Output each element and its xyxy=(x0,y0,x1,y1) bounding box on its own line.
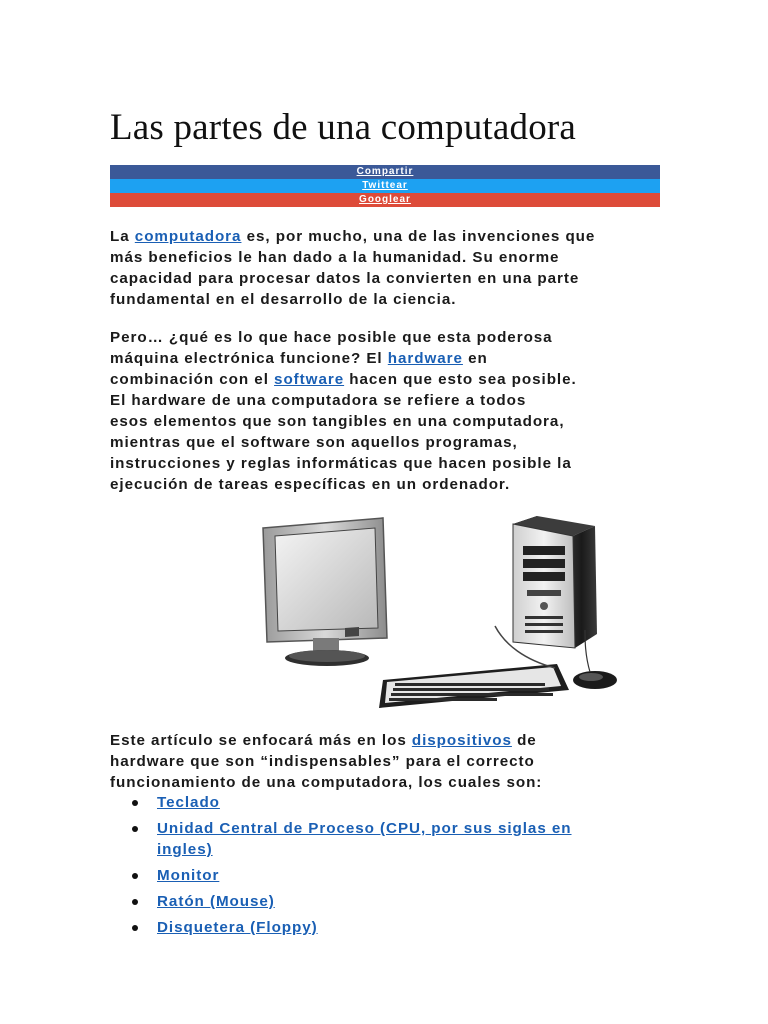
text-run: hacen que esto sea posible. xyxy=(344,371,577,388)
text-line xyxy=(110,730,670,751)
desktop-computer-image xyxy=(255,510,635,715)
page-title: Las partes de una computadora xyxy=(110,107,577,148)
facebook-share-button[interactable]: Compartir xyxy=(110,165,660,179)
text-line: más beneficios le han dado a la humanidad. Su enorme xyxy=(110,249,560,266)
disquetera-link[interactable]: Disquetera (Floppy) xyxy=(157,919,318,936)
text-run: en xyxy=(462,350,488,367)
bullet-icon xyxy=(132,925,138,931)
text-run: máquina electrónica funcione? El xyxy=(110,350,388,367)
bullet-icon xyxy=(132,826,138,832)
intro-paragraph xyxy=(110,226,670,310)
hardware-paragraph xyxy=(110,327,670,495)
text-line: ejecución de tareas específicas en un ordenador. xyxy=(110,476,511,493)
text-line: El hardware de una computadora se refiere a todos xyxy=(110,392,527,409)
text-line: fundamental en el desarrollo de la ciencia. xyxy=(110,291,457,308)
list-item xyxy=(110,792,670,813)
text-run: es, por mucho, una de las invenciones que xyxy=(241,228,596,245)
text-line xyxy=(110,369,670,390)
dispositivos-link[interactable]: dispositivos xyxy=(411,732,512,749)
desktop-computer-icon xyxy=(255,510,635,715)
text-line: funcionamiento de una computadora, los cuales son: xyxy=(110,774,543,791)
link-text: ingles) xyxy=(157,841,213,858)
text-line xyxy=(110,226,670,247)
text-run: combinación con el xyxy=(110,371,275,388)
text-line: capacidad para procesar datos la convierten en una parte xyxy=(110,270,580,287)
text-line: esos elementos que son tangibles en una computadora, xyxy=(110,413,565,430)
list-item xyxy=(110,818,670,860)
list-item xyxy=(110,865,670,886)
share-bar xyxy=(110,165,660,207)
google-share-button[interactable]: Googlear xyxy=(110,193,660,207)
computadora-link[interactable]: computadora xyxy=(134,228,242,245)
bullet-icon xyxy=(132,873,138,879)
text-line: hardware que son “indispensables” para el correcto xyxy=(110,753,535,770)
text-line: Pero… ¿qué es lo que hace posible que esta poderosa xyxy=(110,329,553,346)
text-run: de xyxy=(511,732,537,749)
text-line xyxy=(110,348,670,369)
link-text: Unidad Central de Proceso (CPU, por sus siglas en xyxy=(157,820,572,837)
software-link[interactable]: software xyxy=(274,371,345,388)
teclado-link[interactable]: Teclado xyxy=(157,794,220,811)
bullet-icon xyxy=(132,800,138,806)
text-run: La xyxy=(110,228,135,245)
monitor-link[interactable]: Monitor xyxy=(157,867,220,884)
device-list xyxy=(110,792,670,943)
devices-paragraph xyxy=(110,730,670,793)
raton-link[interactable]: Ratón (Mouse) xyxy=(157,893,275,910)
cpu-link[interactable] xyxy=(157,820,572,858)
hardware-link[interactable]: hardware xyxy=(387,350,463,367)
list-item xyxy=(110,917,670,938)
bullet-icon xyxy=(132,899,138,905)
twitter-share-button[interactable]: Twittear xyxy=(110,179,660,193)
list-item xyxy=(110,891,670,912)
text-line: mientras que el software son aquellos programas, xyxy=(110,434,518,451)
text-run: Este artículo se enfocará más en los xyxy=(110,732,412,749)
text-line: instrucciones y reglas informáticas que hacen posible la xyxy=(110,455,572,472)
